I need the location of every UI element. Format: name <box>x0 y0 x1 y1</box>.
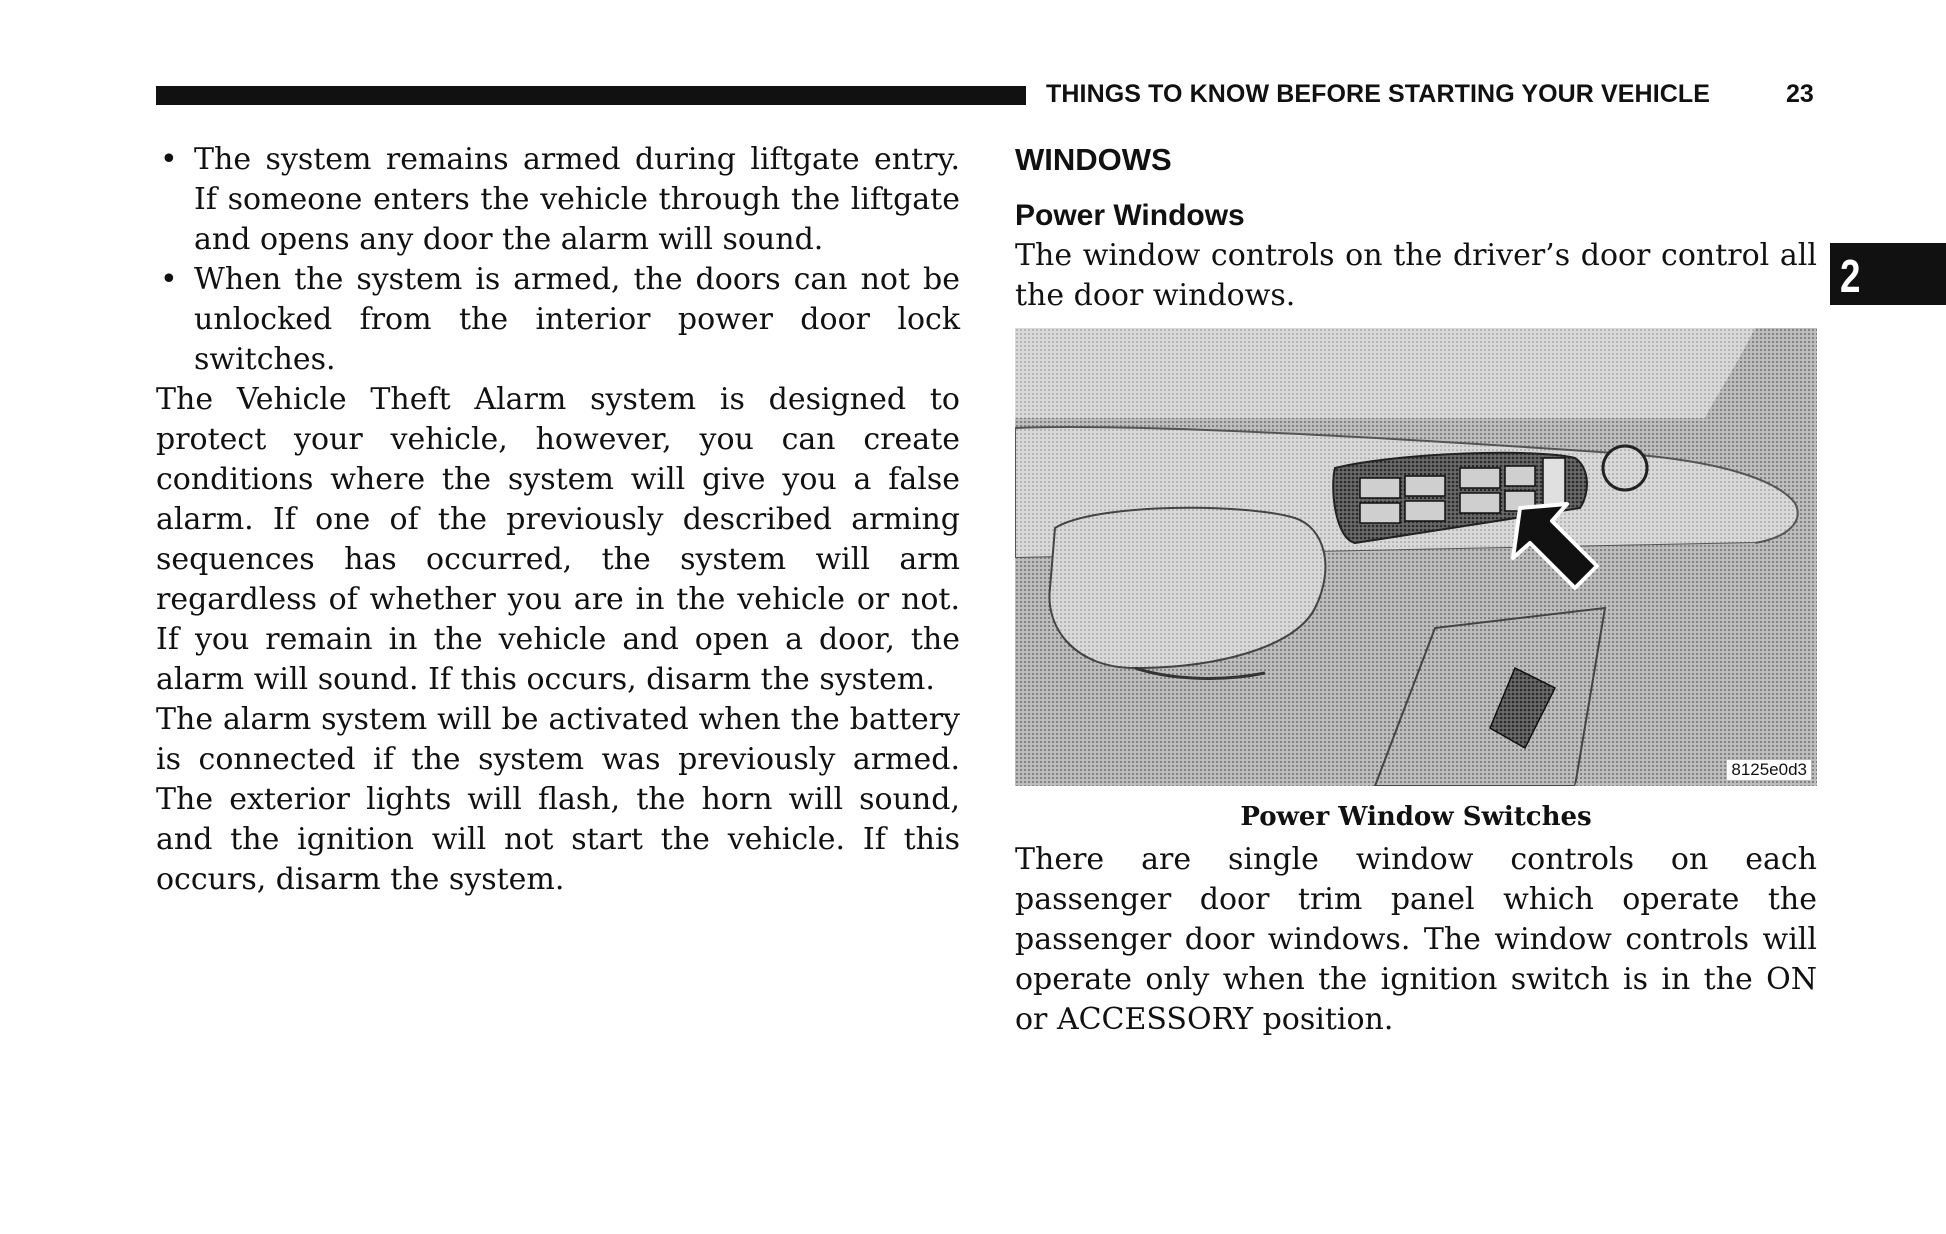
bullet-text: The system remains armed during liftgate entry. If someone enters the vehicle through the liftgate and opens any door the alarm will sound. <box>194 142 960 257</box>
body-paragraph: There are single window controls on each passenger door trim panel which operate the passenger door windows. The window controls will operate only when the ignition switch is in the ON or ACCESSORY position. <box>1015 842 1817 1037</box>
right-column <box>1015 140 1817 1040</box>
door-panel-illustration <box>1015 328 1817 786</box>
bullet-icon: • <box>160 262 178 297</box>
subsection-heading: Power Windows <box>1015 199 1245 232</box>
left-column <box>156 140 960 900</box>
chapter-tab <box>1830 243 1946 305</box>
intro-paragraph: The window controls on the driver’s door control all the door windows. <box>1015 238 1817 313</box>
page-number: 23 <box>1786 80 1814 108</box>
body-paragraph: The Vehicle Theft Alarm system is designed to protect your vehicle, however, you can create conditions where the system will give you a false alarm. If one of the previously described arming sequences has occurred, the system will arm regardless of whether you are in the vehicle or not. If you remain in the vehicle and open a door, the alarm will sound. If this occurs, disarm the system. <box>156 382 960 697</box>
running-header-title: THINGS TO KNOW BEFORE STARTING YOUR VEHICLE <box>1046 80 1711 108</box>
chapter-number: 2 <box>1840 250 1861 302</box>
bullet-text: When the system is armed, the doors can not be unlocked from the interior power door lock switches. <box>194 262 960 377</box>
bullet-icon: • <box>160 142 178 177</box>
section-heading: WINDOWS <box>1015 142 1172 177</box>
figure-caption: Power Window Switches <box>1240 802 1592 832</box>
header-rule <box>156 86 1026 105</box>
figure-code: 8125e0d3 <box>1727 760 1811 780</box>
body-paragraph: The alarm system will be activated when the battery is connected if the system was previously armed. The exterior lights will flash, the horn will sound, and the ignition will not start the vehicle. If this occurs, disarm the system. <box>156 702 960 897</box>
power-window-switches-figure <box>1015 328 1817 786</box>
bullet-item <box>156 140 960 260</box>
bullet-item <box>156 260 960 380</box>
